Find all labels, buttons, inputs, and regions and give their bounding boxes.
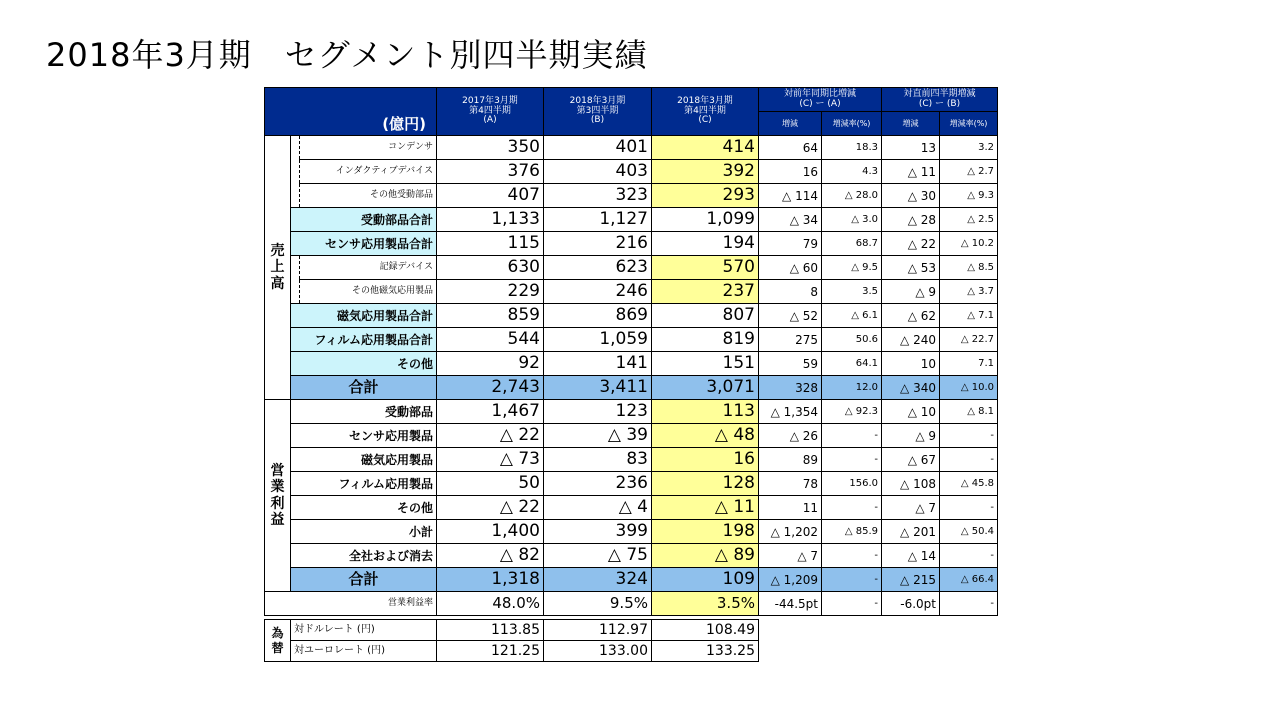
table-row-total	[265, 568, 998, 592]
row-label: コンデンサ	[300, 136, 437, 160]
cell-qoq-rate: △ 45.8	[940, 472, 998, 496]
cell-yoy-rate: -	[822, 592, 882, 616]
cell-c: △ 11	[652, 496, 759, 520]
segment-results-table	[264, 87, 998, 616]
cell-yoy-diff: 16	[759, 160, 822, 184]
cell-b: 83	[544, 448, 652, 472]
cell-yoy-rate: 68.7	[822, 232, 882, 256]
cell-yoy-rate: 3.5	[822, 280, 882, 304]
cell-qoq-diff: △ 28	[882, 208, 940, 232]
cell-qoq-diff: △ 22	[882, 232, 940, 256]
cell-yoy-rate: △ 85.9	[822, 520, 882, 544]
table-row-subtotal	[265, 208, 998, 232]
cell-yoy-diff: △ 1,209	[759, 568, 822, 592]
cell-b: △ 39	[544, 424, 652, 448]
table-row	[265, 184, 998, 208]
table-row-subtotal	[265, 328, 998, 352]
cell-qoq-rate: -	[940, 496, 998, 520]
cell-yoy-diff: △ 1,354	[759, 400, 822, 424]
page-title: 2018年3月期 セグメント別四半期実績	[46, 36, 648, 74]
col-header-yoy-diff: 増減	[759, 112, 822, 136]
cell-yoy-rate: 4.3	[822, 160, 882, 184]
cell-a: 544	[437, 328, 544, 352]
cell-yoy-rate: -	[822, 544, 882, 568]
sales-section-label: 売 上 高	[265, 136, 291, 400]
cell-b: 324	[544, 568, 652, 592]
cell-a: 113.85	[437, 620, 544, 641]
cell-a: 630	[437, 256, 544, 280]
cell-c: 108.49	[652, 620, 759, 641]
table-row	[265, 544, 998, 568]
cell-qoq-rate: 7.1	[940, 352, 998, 376]
col-header-qoq-diff: 増減	[882, 112, 940, 136]
table-row	[265, 280, 998, 304]
row-label: 営業利益率	[265, 592, 437, 616]
cell-c: 819	[652, 328, 759, 352]
cell-a: △ 82	[437, 544, 544, 568]
table-row	[265, 160, 998, 184]
row-label: 磁気応用製品合計	[291, 304, 437, 328]
cell-yoy-rate: 50.6	[822, 328, 882, 352]
cell-c: 3,071	[652, 376, 759, 400]
cell-qoq-rate: △ 9.3	[940, 184, 998, 208]
cell-b: △ 75	[544, 544, 652, 568]
cell-b: 403	[544, 160, 652, 184]
cell-qoq-rate: △ 22.7	[940, 328, 998, 352]
cell-qoq-rate: △ 3.7	[940, 280, 998, 304]
cell-yoy-diff: 78	[759, 472, 822, 496]
cell-qoq-diff: △ 62	[882, 304, 940, 328]
cell-qoq-diff: △ 340	[882, 376, 940, 400]
table-row	[265, 136, 998, 160]
cell-yoy-diff: △ 52	[759, 304, 822, 328]
cell-qoq-rate: -	[940, 424, 998, 448]
cell-qoq-rate: -	[940, 592, 998, 616]
cell-qoq-rate: -	[940, 544, 998, 568]
row-label: 磁気応用製品	[291, 448, 437, 472]
cell-b: △ 4	[544, 496, 652, 520]
cell-qoq-diff: △ 108	[882, 472, 940, 496]
table-row	[265, 641, 759, 662]
cell-c: 198	[652, 520, 759, 544]
cell-yoy-diff: 79	[759, 232, 822, 256]
col-header-b: 2018年3月期 第3四半期 (B)	[544, 88, 652, 136]
cell-b: 9.5%	[544, 592, 652, 616]
row-label: インダクティブデバイス	[300, 160, 437, 184]
cell-yoy-diff: △ 1,202	[759, 520, 822, 544]
table-row-subtotal	[265, 304, 998, 328]
cell-a: 859	[437, 304, 544, 328]
cell-qoq-diff: 10	[882, 352, 940, 376]
row-label: センサ応用製品	[291, 424, 437, 448]
row-label: 受動部品	[291, 400, 437, 424]
cell-yoy-diff: △ 7	[759, 544, 822, 568]
cell-yoy-diff: 8	[759, 280, 822, 304]
cell-qoq-diff: △ 215	[882, 568, 940, 592]
cell-c: 293	[652, 184, 759, 208]
table-row	[265, 620, 759, 641]
cell-a: 229	[437, 280, 544, 304]
cell-b: 133.00	[544, 641, 652, 662]
row-label: 記録デバイス	[300, 256, 437, 280]
row-label: 小計	[291, 520, 437, 544]
cell-qoq-rate: △ 2.7	[940, 160, 998, 184]
cell-b: 236	[544, 472, 652, 496]
cell-qoq-rate: △ 66.4	[940, 568, 998, 592]
row-label: 合計	[291, 376, 437, 400]
col-header-yoy: 対前年同期比増減 (C) ー (A)	[759, 88, 882, 112]
cell-a: 115	[437, 232, 544, 256]
cell-c: 237	[652, 280, 759, 304]
cell-b: 869	[544, 304, 652, 328]
row-label: 対ユーロレート (円)	[291, 641, 437, 662]
cell-b: 141	[544, 352, 652, 376]
cell-c: 16	[652, 448, 759, 472]
cell-yoy-rate: △ 6.1	[822, 304, 882, 328]
cell-qoq-diff: △ 9	[882, 280, 940, 304]
cell-yoy-diff: △ 114	[759, 184, 822, 208]
row-label: 合計	[291, 568, 437, 592]
cell-yoy-rate: △ 9.5	[822, 256, 882, 280]
row-label: 全社および消去	[291, 544, 437, 568]
cell-yoy-diff: △ 34	[759, 208, 822, 232]
cell-a: 50	[437, 472, 544, 496]
cell-b: 323	[544, 184, 652, 208]
cell-c: 3.5%	[652, 592, 759, 616]
cell-yoy-rate: △ 28.0	[822, 184, 882, 208]
cell-qoq-diff: △ 201	[882, 520, 940, 544]
cell-c: 109	[652, 568, 759, 592]
table-row	[265, 472, 998, 496]
table-row	[265, 520, 998, 544]
cell-yoy-diff: 275	[759, 328, 822, 352]
cell-b: 246	[544, 280, 652, 304]
cell-b: 112.97	[544, 620, 652, 641]
unit-label: (億円)	[265, 88, 437, 136]
cell-qoq-rate: △ 8.1	[940, 400, 998, 424]
cell-c: 194	[652, 232, 759, 256]
cell-b: 399	[544, 520, 652, 544]
row-label: その他	[291, 352, 437, 376]
cell-b: 401	[544, 136, 652, 160]
col-header-c: 2018年3月期 第4四半期 (C)	[652, 88, 759, 136]
cell-b: 1,059	[544, 328, 652, 352]
fx-rate-table	[264, 619, 759, 662]
cell-c: 128	[652, 472, 759, 496]
fx-section-label: 為 替	[265, 620, 291, 662]
cell-c: 807	[652, 304, 759, 328]
table-row	[265, 256, 998, 280]
cell-qoq-diff: △ 11	[882, 160, 940, 184]
cell-qoq-rate: 3.2	[940, 136, 998, 160]
row-label: フィルム応用製品合計	[291, 328, 437, 352]
cell-a: 1,400	[437, 520, 544, 544]
indent-spacer	[291, 136, 300, 208]
cell-c: △ 89	[652, 544, 759, 568]
row-label: 対ドルレート (円)	[291, 620, 437, 641]
cell-a: 48.0%	[437, 592, 544, 616]
cell-c: 414	[652, 136, 759, 160]
cell-yoy-diff: -44.5pt	[759, 592, 822, 616]
cell-yoy-rate: -	[822, 424, 882, 448]
cell-c: 113	[652, 400, 759, 424]
cell-qoq-diff: △ 67	[882, 448, 940, 472]
cell-a: 1,133	[437, 208, 544, 232]
op-section-label: 営 業 利 益	[265, 400, 291, 592]
cell-qoq-rate: △ 2.5	[940, 208, 998, 232]
table-row-total	[265, 376, 998, 400]
cell-qoq-rate: △ 10.0	[940, 376, 998, 400]
cell-a: △ 73	[437, 448, 544, 472]
col-header-yoy-rate: 増減率(%)	[822, 112, 882, 136]
table-row	[265, 496, 998, 520]
row-label: その他	[291, 496, 437, 520]
cell-yoy-diff: 328	[759, 376, 822, 400]
cell-qoq-diff: △ 7	[882, 496, 940, 520]
cell-c: 570	[652, 256, 759, 280]
col-header-qoq-rate: 増減率(%)	[940, 112, 998, 136]
table-row-subtotal	[265, 232, 998, 256]
cell-a: 1,467	[437, 400, 544, 424]
col-header-qoq: 対直前四半期増減 (C) ー (B)	[882, 88, 998, 112]
table-row	[265, 400, 998, 424]
cell-yoy-rate: △ 92.3	[822, 400, 882, 424]
table-row-margin	[265, 592, 998, 616]
cell-c: 392	[652, 160, 759, 184]
row-label: その他磁気応用製品	[300, 280, 437, 304]
table-row	[265, 424, 998, 448]
cell-a: 350	[437, 136, 544, 160]
cell-qoq-rate: △ 50.4	[940, 520, 998, 544]
header-row-1	[265, 88, 998, 112]
cell-qoq-diff: △ 14	[882, 544, 940, 568]
cell-a: 407	[437, 184, 544, 208]
cell-yoy-rate: -	[822, 496, 882, 520]
cell-yoy-diff: 11	[759, 496, 822, 520]
cell-qoq-diff: 13	[882, 136, 940, 160]
cell-c: 133.25	[652, 641, 759, 662]
cell-c: 1,099	[652, 208, 759, 232]
cell-b: 623	[544, 256, 652, 280]
cell-a: △ 22	[437, 496, 544, 520]
row-label: センサ応用製品合計	[291, 232, 437, 256]
cell-yoy-diff: 59	[759, 352, 822, 376]
cell-a: 376	[437, 160, 544, 184]
cell-qoq-diff: △ 9	[882, 424, 940, 448]
cell-yoy-rate: -	[822, 568, 882, 592]
cell-b: 216	[544, 232, 652, 256]
cell-qoq-diff: △ 53	[882, 256, 940, 280]
table-row	[265, 448, 998, 472]
cell-a: △ 22	[437, 424, 544, 448]
row-label: フィルム応用製品	[291, 472, 437, 496]
cell-yoy-diff: △ 60	[759, 256, 822, 280]
cell-qoq-diff: △ 240	[882, 328, 940, 352]
col-header-a: 2017年3月期 第4四半期 (A)	[437, 88, 544, 136]
cell-a: 92	[437, 352, 544, 376]
cell-yoy-rate: -	[822, 448, 882, 472]
cell-yoy-rate: △ 3.0	[822, 208, 882, 232]
cell-yoy-diff: △ 26	[759, 424, 822, 448]
table-row-subtotal	[265, 352, 998, 376]
row-label: その他受動部品	[300, 184, 437, 208]
cell-c: △ 48	[652, 424, 759, 448]
cell-yoy-rate: 18.3	[822, 136, 882, 160]
cell-b: 3,411	[544, 376, 652, 400]
cell-a: 121.25	[437, 641, 544, 662]
cell-qoq-diff: △ 10	[882, 400, 940, 424]
cell-qoq-rate: △ 8.5	[940, 256, 998, 280]
indent-spacer	[291, 256, 300, 304]
cell-yoy-rate: 156.0	[822, 472, 882, 496]
row-label: 受動部品合計	[291, 208, 437, 232]
cell-yoy-diff: 89	[759, 448, 822, 472]
cell-b: 123	[544, 400, 652, 424]
cell-a: 1,318	[437, 568, 544, 592]
cell-a: 2,743	[437, 376, 544, 400]
cell-qoq-diff: -6.0pt	[882, 592, 940, 616]
cell-c: 151	[652, 352, 759, 376]
cell-qoq-rate: △ 7.1	[940, 304, 998, 328]
cell-qoq-rate: △ 10.2	[940, 232, 998, 256]
cell-qoq-rate: -	[940, 448, 998, 472]
cell-yoy-rate: 12.0	[822, 376, 882, 400]
cell-yoy-diff: 64	[759, 136, 822, 160]
cell-yoy-rate: 64.1	[822, 352, 882, 376]
cell-b: 1,127	[544, 208, 652, 232]
cell-qoq-diff: △ 30	[882, 184, 940, 208]
